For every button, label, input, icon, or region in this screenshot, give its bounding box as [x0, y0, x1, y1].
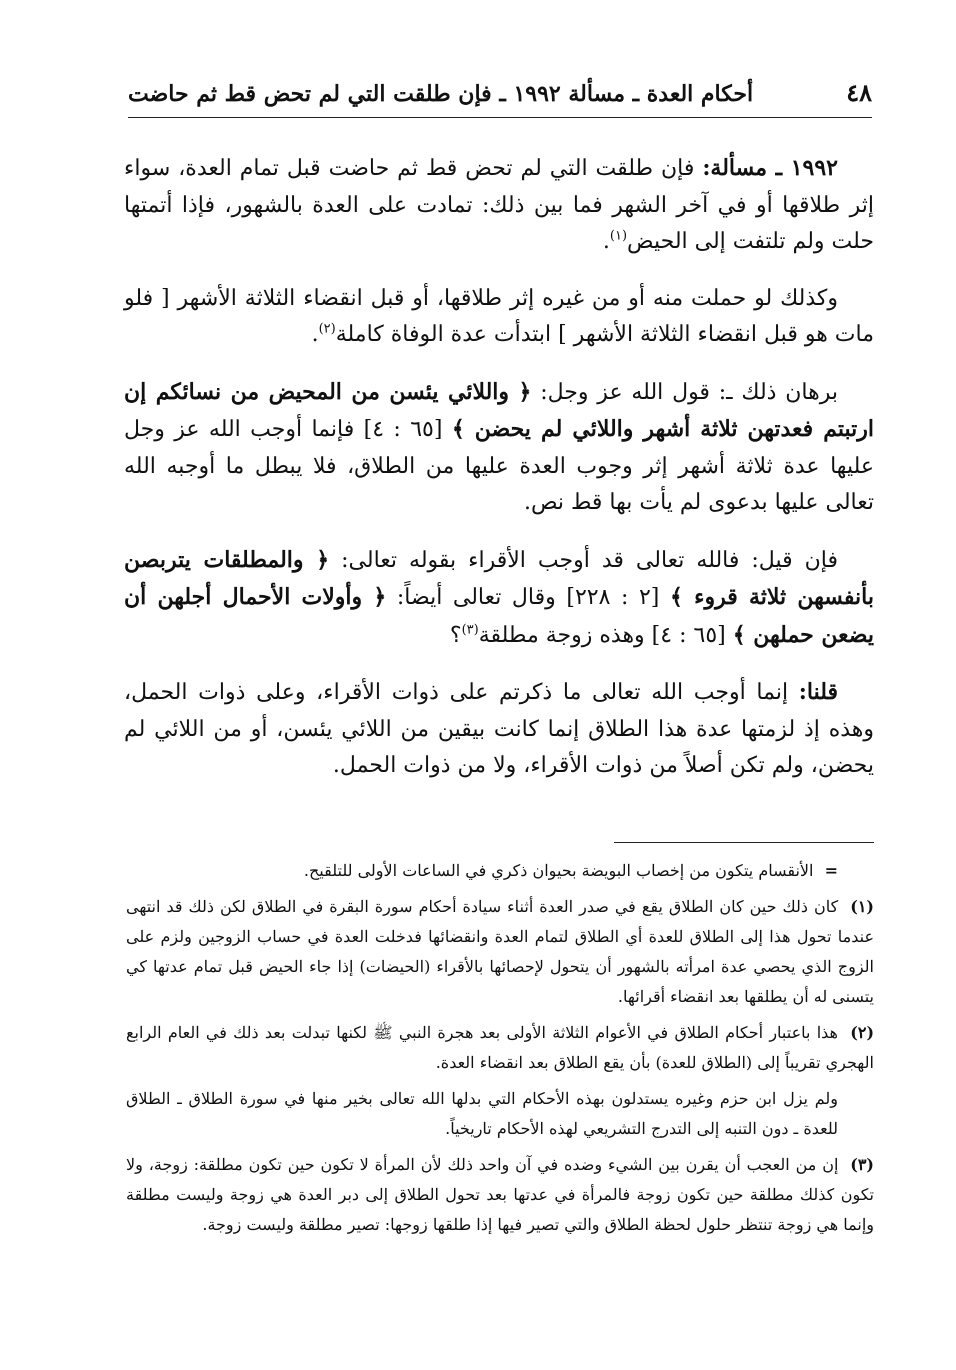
- objection-quran-verse-2: ﴿ وأولات الأحمال أجلهن أن يضعن حملهن ﴾: [124, 584, 874, 648]
- footnote-2-text: هذا باعتبار أحكام الطلاق في الأعوام الثلاثة الأولى بعد هجرة النبي ﷺ لكنها تبدلت بعد ذلك في العام الرابع الهجري تقريباً إلى (الطلاق للعدة) بأن يقع الطلاق بعد انقضاء العدة.: [126, 1023, 874, 1072]
- continuation-text: الأنقسام يتكون من إخصاب البويضة بحيوان ذكري في الساعات الأولى للتلقيح.: [303, 861, 814, 880]
- footnote-separator: [614, 842, 874, 843]
- page-header: [128, 74, 872, 118]
- footnote-2: [126, 1018, 874, 1078]
- footnote-3-text: إن من العجب أن يقرن بين الشيء وضده في آن واحد ذلك لأن المرأة لا تكون حين تكون مطلقة: زوجة، ولا تكون كذلك مطلقة حين تكون زوجة فالمرأة في عدتها بعد تحول الطلاق إلى دبر العدة هي زوجة وليست مطلقة وإنما هي زوجة تنتظر حلول لحظة الطلاق والتي تصير فيها إذا طلقها زوجها: تصير مطلقة وليست زوجة.: [126, 1155, 874, 1234]
- page-number: ٤٨: [846, 78, 872, 107]
- footnote-1: [126, 892, 874, 1012]
- footnote-3: [126, 1150, 874, 1240]
- running-head: أحكام العدة ـ مسألة ١٩٩٢ ـ فإن طلقت التي لم تحض قط ثم حاضت: [128, 81, 754, 107]
- pregnancy-text: وكذلك لو حملت منه أو من غيره إثر طلاقها، أو قبل انقضاء الثلاثة الأشهر [ فلو مات هو قبل انقضاء الثلاثة الأشهر ] ابتدأت عدة الوفاة كاملة: [124, 285, 874, 347]
- footnote-2-continued: [126, 1084, 874, 1144]
- issue-title: ١٩٩٢ ـ مسألة:: [702, 155, 838, 181]
- proof-text: [٦٥ : ٤] فإنما أوجب الله عز وجل عليها عدة ثلاثة أشهر إثر وجوب العدة عليها من الطلاق، فلا يبطل ما أوجبه الله تعالى عليها بدعوى لم يأت بها قط نص.: [124, 417, 874, 515]
- paragraph-proof: [124, 374, 874, 522]
- main-text: [124, 150, 874, 805]
- footnote-ref-2: (٢): [318, 321, 336, 337]
- footnote-1-number: (١): [850, 897, 874, 916]
- paragraph-issue: ١٩٩٢ ـ مسألة: فإن طلقت التي لم تحض قط ثم حاضت قبل تمام العدة، سواء إثر طلاقها أو في آخر الشهر فما بين ذلك: تمادت على العدة بالشهور، فإذا أتمتها حلت ولم تلتفت إلى الحيض$^{(١)}$.: [124, 155, 874, 254]
- continuation-mark: =: [824, 861, 838, 880]
- footnotes: [126, 856, 874, 1246]
- footnote-3-number: (٣): [850, 1155, 874, 1174]
- footnote-1-text: كان ذلك حين كان الطلاق يقع في صدر العدة أثناء سيادة أحكام سورة البقرة في الطلاق لكن ذلك قد انتهى عندما تحول هذا إلى الطلاق للعدة أي الطلاق لتمام العدة وانقضائها فدخلت العدة في حساب الزوجين ولزم على الزوج الذي يحصي عدة امرأته بالشهور أن يتحول لإحصائها بالأقراء (الحيضات) إذا جاء الحيض قبل تمام عدتها كي يتسنى له أن يطلقها بعد انقضاء أقرائها.: [126, 897, 875, 1006]
- issue-text: فإن طلقت التي لم تحض قط ثم حاضت قبل تمام العدة، سواء إثر طلاقها أو في آخر الشهر فما بين ذلك: تمادت على العدة بالشهور، فإذا أتمتها حلت ولم تلتفت إلى الحيض: [124, 156, 874, 254]
- reply-intro: قلنا:: [798, 679, 839, 705]
- footnote-ref-1: (١): [609, 228, 628, 244]
- paragraph-pregnancy: وكذلك لو حملت منه أو من غيره إثر طلاقها، أو قبل انقضاء الثلاثة الأشهر [ فلو مات هو قبل انقضاء الثلاثة الأشهر ] ابتدأت عدة الوفاة كاملة$^{(٢)}$.: [124, 285, 874, 347]
- footnote-2-number: (٢): [850, 1023, 875, 1042]
- objection-quran-verse-1: ﴿ والمطلقات يتربصن بأنفسهن ثلاثة قروء ﴾: [124, 546, 874, 610]
- proof-intro: برهان ذلك ـ: قول الله عز وجل:: [540, 379, 838, 405]
- proof-quran-verse: ﴿ واللائي يئسن من المحيض من نسائكم إن ارتبتم فعدتهن ثلاثة أشهر واللائي لم يحضن ﴾: [124, 378, 875, 442]
- paragraph-reply: [124, 674, 874, 785]
- reply-text: إنما أوجب الله تعالى ما ذكرتم على ذوات الأقراء، وعلى ذوات الحمل، وهذه إذ لزمتها عدة هذا الطلاق إنما كانت بيقين من اللائي يئسن، أو من اللائي لم يحضن، ولم تكن أصلاً من ذوات الأقراء، ولا من ذوات الحمل.: [124, 680, 874, 778]
- objection-mid: [٢ : ٢٢٨] وقال تعالى أيضاً:: [396, 585, 660, 610]
- footnote-2-text-2: ولم يزل ابن حزم وغيره يستدلون بهذه الأحكام التي بدلها الله تعالى بخير منها في سورة الطلاق ـ الطلاق للعدة ـ دون التنبه إلى التدرج التشريعي لهذه الأحكام تاريخياً.: [126, 1089, 838, 1138]
- paragraph-objection: [124, 542, 874, 655]
- footnote-ref-3: (٣): [461, 622, 479, 638]
- objection-end: [٦٥ : ٤] وهذه زوجة مطلقة: [478, 622, 726, 648]
- footnote-continuation: [126, 856, 874, 886]
- objection-intro: فإن قيل: فالله تعالى قد أوجب الأقراء بقوله تعالى:: [341, 547, 839, 573]
- question-mark: ؟: [449, 622, 462, 648]
